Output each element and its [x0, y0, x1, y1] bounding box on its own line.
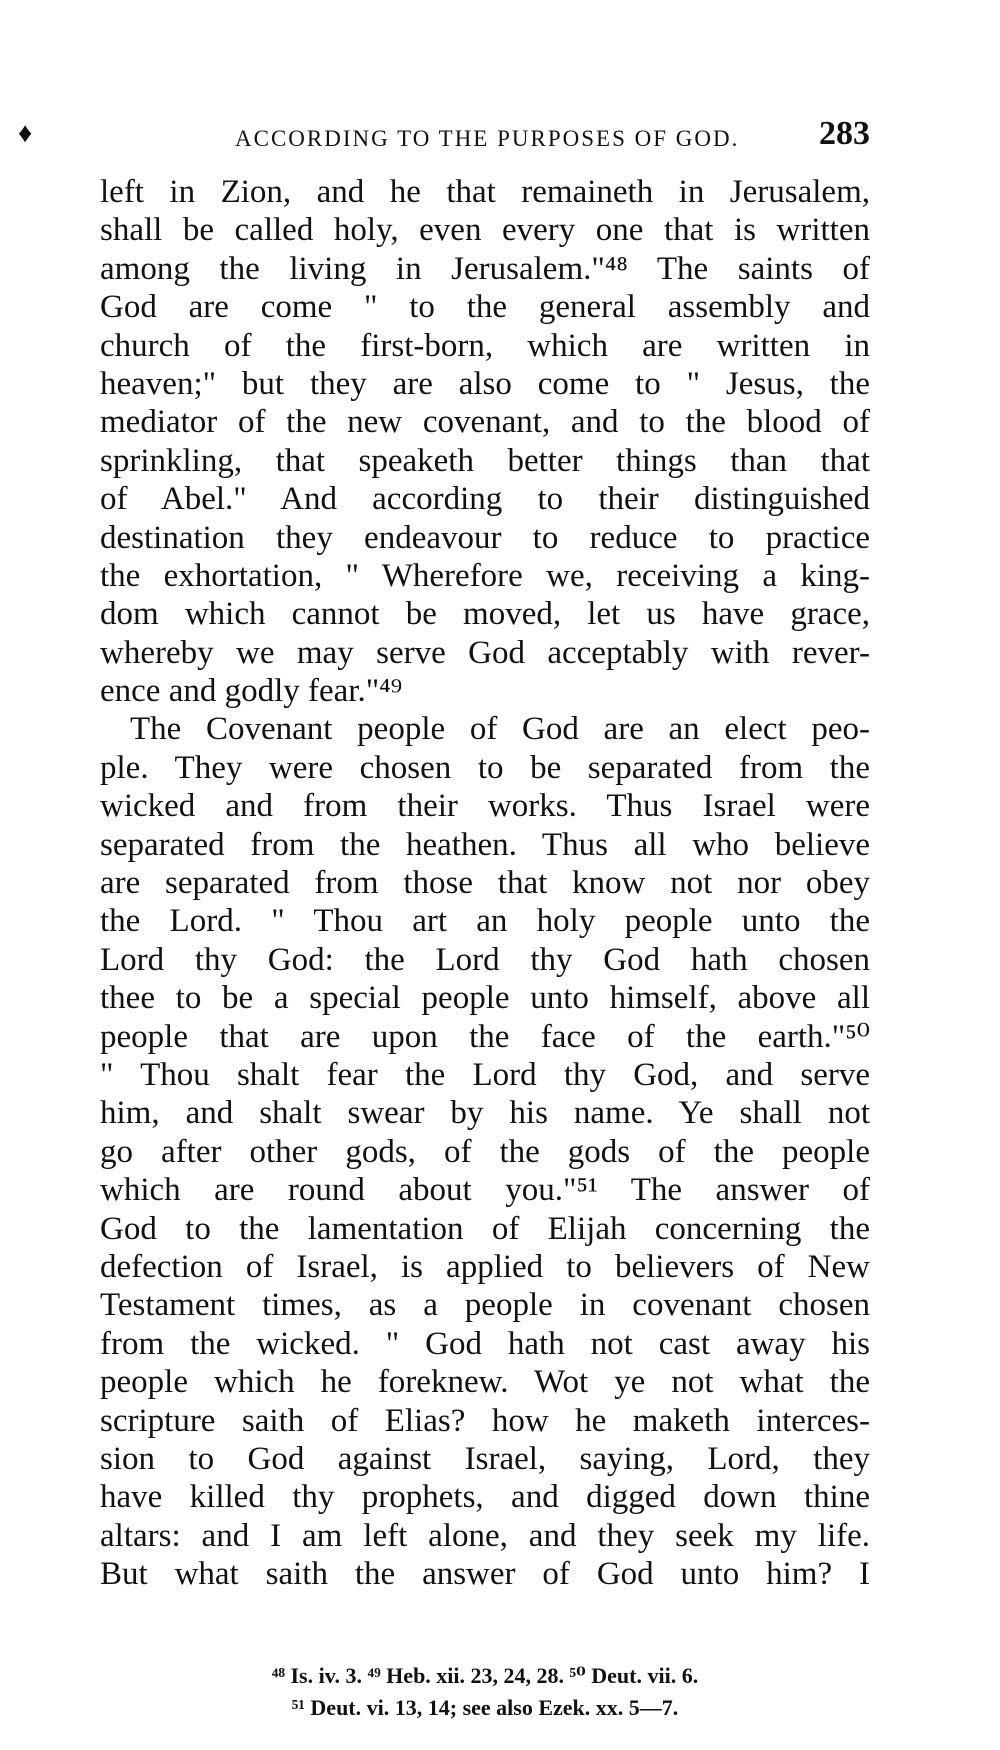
text-line: destination they endeavour to reduce to practice	[100, 519, 870, 556]
text-line: of Abel." And according to their distinguished	[100, 481, 870, 518]
text-line: ence and godly fear."⁴⁹	[100, 673, 403, 710]
footnote-line: ⁵¹ Deut. vi. 13, 14; see also Ezek. xx. 5—7.	[291, 1695, 679, 1720]
text-line: heaven;" but they are also come to " Jesus, the	[100, 365, 870, 402]
text-line: left in Zion, and he that remaineth in Jerusalem,	[100, 174, 870, 210]
text-line: defection of Israel, is applied to believers of New	[100, 1248, 870, 1285]
text-line: the exhortation, " Wherefore we, receiving a king-	[100, 557, 870, 594]
text-line: whereby we may serve God acceptably with rever-	[100, 634, 870, 671]
text-line: sprinkling, that speaketh better things than that	[100, 442, 870, 479]
text-line: thee to be a special people unto himself, above all	[100, 980, 870, 1017]
text-line: shall be called holy, even every one that is written	[100, 212, 870, 249]
footnote-line: ⁴⁸ Is. iv. 3. ⁴⁹ Heb. xii. 23, 24, 28. ⁵⁰ Deut. vii. 6.	[271, 1663, 699, 1688]
body-text	[100, 173, 870, 1593]
paragraph-start-line: The Covenant people of God are an elect peo-	[130, 711, 870, 748]
page-marker: ♦	[18, 118, 33, 149]
text-line: people that are upon the face of the earth."⁵⁰	[100, 1018, 870, 1055]
text-line: mediator of the new covenant, and to the blood of	[100, 404, 870, 441]
text-line: God are come " to the general assembly and	[100, 289, 870, 326]
text-line: him, and shalt swear by his name. Ye shall not	[100, 1095, 870, 1132]
text-line: which are round about you."⁵¹ The answer of	[100, 1172, 870, 1209]
running-head-title: ACCORDING TO THE PURPOSES OF GOD.	[235, 126, 740, 151]
text-line: " Thou shalt fear the Lord thy God, and serve	[100, 1056, 870, 1093]
text-line: ple. They were chosen to be separated from the	[100, 749, 870, 786]
page-number: 283	[819, 115, 870, 152]
text-line: Testament times, as a people in covenant chosen	[100, 1287, 870, 1324]
text-line: from the wicked. " God hath not cast away his	[100, 1325, 870, 1362]
text-line: the Lord. " Thou art an holy people unto the	[100, 903, 870, 940]
text-line: church of the first-born, which are written in	[100, 327, 870, 364]
text-line: among the living in Jerusalem."⁴⁸ The saints of	[100, 250, 870, 287]
text-line: scripture saith of Elias? how he maketh interces-	[100, 1402, 870, 1439]
text-line: Lord thy God: the Lord thy God hath chosen	[100, 941, 870, 978]
text-line: God to the lamentation of Elijah concerning the	[100, 1210, 870, 1247]
text-line: wicked and from their works. Thus Israel were	[100, 788, 870, 825]
running-head	[18, 112, 870, 162]
text-line: have killed thy prophets, and digged down thine	[100, 1479, 870, 1516]
text-line: sion to God against Israel, saying, Lord, they	[100, 1440, 870, 1477]
footnotes	[100, 1660, 870, 1724]
text-line: are separated from those that know not nor obey	[100, 865, 870, 902]
text-line: people which he foreknew. Wot ye not what the	[100, 1364, 870, 1401]
text-line: But what saith the answer of God unto him? I	[100, 1556, 870, 1593]
text-line: go after other gods, of the gods of the people	[100, 1133, 870, 1170]
text-line: altars: and I am left alone, and they seek my life.	[100, 1517, 870, 1554]
text-line: dom which cannot be moved, let us have grace,	[100, 596, 870, 633]
text-line: separated from the heathen. Thus all who believe	[100, 826, 870, 863]
